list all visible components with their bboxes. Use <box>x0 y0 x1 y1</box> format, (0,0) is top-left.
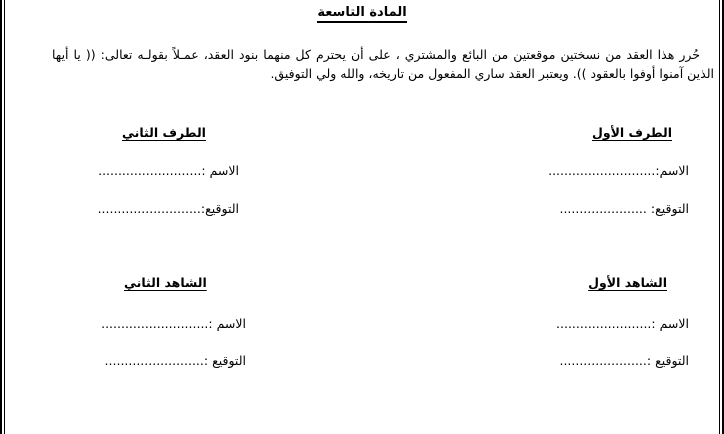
first-party-name-field <box>548 163 689 178</box>
article-title-text: المادة التاسعة <box>317 5 406 23</box>
second-party-signature-field <box>98 201 239 216</box>
second-witness-signature-blank: ......................... <box>104 353 204 368</box>
first-witness-signature-field <box>559 353 689 368</box>
first-party-name-blank: ........................... <box>548 163 656 178</box>
page-border-left-inner <box>4 0 5 434</box>
first-party-signature-label: التوقيع: <box>650 201 689 216</box>
second-party-name-blank: .......................... <box>98 163 202 178</box>
first-witness-signature-label: التوقيع : <box>646 353 689 368</box>
second-witness-signature-label: التوقيع : <box>203 353 246 368</box>
second-witness-name-field <box>101 316 246 331</box>
second-witness-heading: الشاهد الثاني <box>124 275 207 290</box>
page-border-right-inner <box>719 0 720 434</box>
first-party-heading: الطرف الأول <box>591 125 672 140</box>
first-witness-signature-blank: ...................... <box>559 353 647 368</box>
first-witness-name-label: الاسم : <box>651 316 689 331</box>
article-title <box>0 5 724 20</box>
second-party-signature-blank: .......................... <box>97 201 201 216</box>
second-witness-name-blank: ........................... <box>101 316 209 331</box>
second-party-heading: الطرف الثاني <box>122 125 206 140</box>
first-party-name-label: الاسم: <box>655 163 689 178</box>
first-witness-heading: الشاهد الأول <box>588 275 667 290</box>
first-party-signature-blank: ...................... <box>559 201 647 216</box>
first-witness-name-field <box>556 316 689 331</box>
second-party-name-label: الاسم : <box>201 163 239 178</box>
second-witness-signature-field <box>105 353 246 368</box>
second-party-name-field <box>98 163 239 178</box>
first-party-signature-field <box>559 201 689 216</box>
page-border-left-outer <box>0 0 2 434</box>
second-party-signature-label: التوقيع: <box>200 201 239 216</box>
second-witness-name-label: الاسم : <box>208 316 246 331</box>
first-witness-name-blank: ........................ <box>556 316 652 331</box>
contract-closing-paragraph: حُرر هذا العقد من نسختين موقعتين من البائع والمشتري ، على أن يحترم كل منهما بنود العقد، عمـلاً بقولـه تعالى: (( يا أيها الذين آمنوا أوفوا بالعقود )). ويعتبر العقد ساري المفعول من تاريخه، والله ولي التوفيق. <box>52 47 714 81</box>
